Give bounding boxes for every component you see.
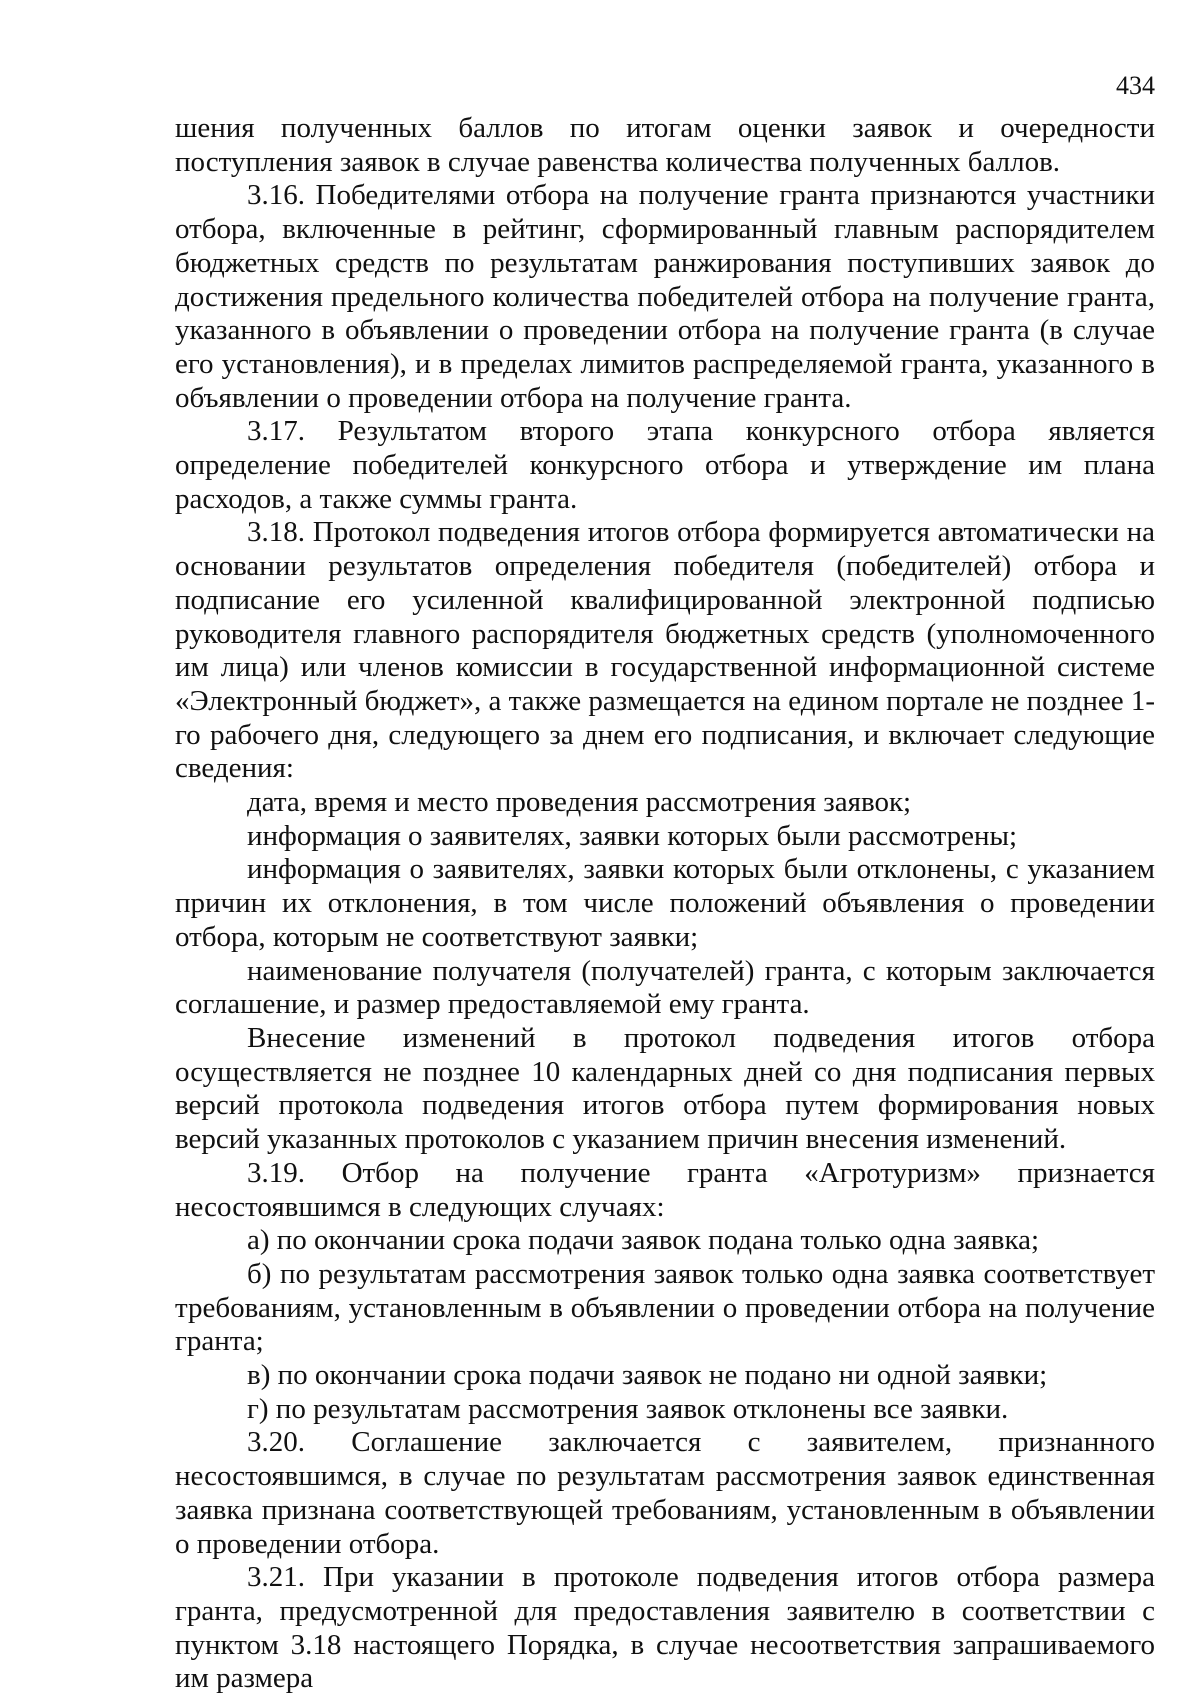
list-item-v: в) по окончании срока подачи заявок не подано ни одной заявки; bbox=[247, 1359, 1048, 1392]
list-item-b: б) по результатам рассмотрения заявок только одна заявка соответствует требованиям, установленным в объявлении о проведении отбора на получение гранта; bbox=[175, 1257, 1155, 1358]
page-number: 434 bbox=[1116, 71, 1155, 100]
paragraph-3-19: 3.19. Отбор на получение гранта «Агротуризм» признается несостоявшимся в следующих случаях: bbox=[175, 1156, 1155, 1223]
paragraph-continuation: шения полученных баллов по итогам оценки заявок и очередности поступления заявок в случае равенства количества полученных баллов. bbox=[175, 112, 1155, 178]
list-item-date-time: дата, время и место проведения рассмотрения заявок; bbox=[247, 786, 912, 819]
list-item-rejected: информация о заявителях, заявки которых были отклонены, с указанием причин их отклонения, в том числе положений объявления о проведении отбора, которым не соответствуют заявки; bbox=[175, 853, 1155, 953]
list-item-g: г) по результатам рассмотрения заявок отклонены все заявки. bbox=[247, 1392, 1009, 1425]
paragraph-3-20: 3.20. Соглашение заключается с заявителем, признанного несостоявшимся, в случае по результатам рассмотрения заявок единственная заявка признана соответствующей требованиям, установленным в объявлении о проведении отбора. bbox=[175, 1426, 1155, 1560]
paragraph-3-21: 3.21. При указании в протоколе подведения итогов отбора размера гранта, предусмотренной для предоставления заявителю в соответствии с пунктом 3.18 настоящего Порядка, в случае несоответствия запрашиваемого им размера bbox=[175, 1561, 1155, 1695]
list-item-a: а) по окончании срока подачи заявок подана только одна заявка; bbox=[247, 1224, 1040, 1257]
list-item-recipient: наименование получателя (получателей) гранта, с которым заключается соглашение, и размер предоставляемой ему гранта. bbox=[175, 954, 1155, 1021]
paragraph-protocol-changes: Внесение изменений в протокол подведения итогов отбора осуществляется не позднее 10 календарных дней со дня подписания первых версий протокола подведения итогов отбора путем формирования новых версий указанных протоколов с указанием причин внесения изменений. bbox=[175, 1021, 1155, 1156]
paragraph-3-18: 3.18. Протокол подведения итогов отбора формируется автоматически на основании результатов определения победителя (победителей) отбора и подписание его усиленной квалифицированной электронной подписью руководителя главного распорядителя бюджетных средств (уполномоченного им лица) или членов комиссии в государственной информационной системе «Электронный бюджет», а также размещается на едином портале не позднее 1-го рабочего дня, следующего за днем его подписания, и включает следующие сведения: bbox=[175, 516, 1155, 785]
document-body bbox=[175, 112, 1155, 1696]
paragraph-3-16: 3.16. Победителями отбора на получение гранта признаются участники отбора, включенные в рейтинг, сформированный главным распорядителем бюджетных средств по результатам ранжирования поступивших заявок до достижения предельного количества победителей отбора на получение гранта, указанного в объявлении о проведении отбора на получение гранта (в случае его установления), и в пределах лимитов распределяемой гранта, указанного в объявлении о проведении отбора на получение гранта. bbox=[175, 179, 1155, 414]
paragraph-3-17: 3.17. Результатом второго этапа конкурсного отбора является определение победителей конкурсного отбора и утверждение им плана расходов, а также суммы гранта. bbox=[175, 415, 1155, 515]
list-item-considered: информация о заявителях, заявки которых были рассмотрены; bbox=[247, 819, 1018, 852]
